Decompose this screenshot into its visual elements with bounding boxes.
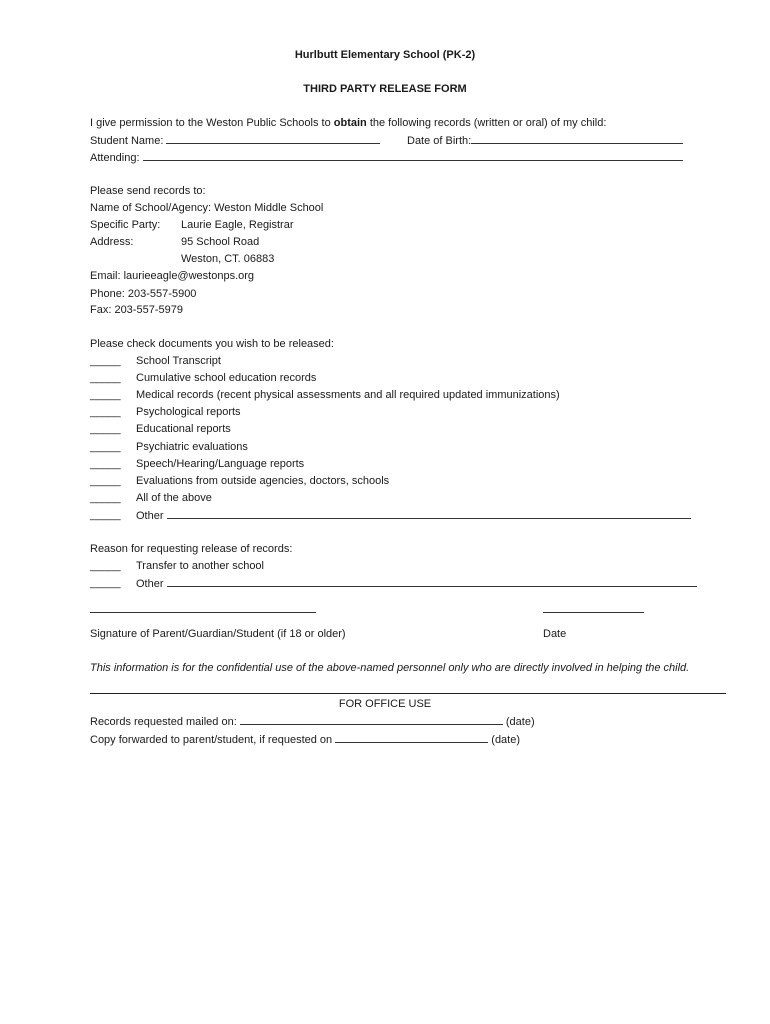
- office-heading: FOR OFFICE USE: [338, 698, 432, 710]
- reason-label: [136, 559, 264, 573]
- mailed-suffix: (date): [505, 716, 535, 728]
- document-label: [136, 440, 248, 454]
- signature-date-field[interactable]: [543, 612, 644, 613]
- address-line-2: Weston, CT. 06883: [181, 253, 275, 265]
- address-label: Address:: [90, 236, 134, 248]
- student-name-label: Student Name:: [90, 135, 164, 147]
- reason-label: [136, 576, 697, 591]
- contact-phone: Phone: 203-557-5900: [90, 288, 197, 300]
- document-label-text: Psychiatric evaluations: [136, 441, 248, 453]
- document-label: [136, 388, 560, 402]
- mailed-date-field[interactable]: [240, 714, 503, 725]
- mailed-row: [90, 714, 535, 729]
- forwarded-row: [90, 732, 520, 747]
- document-label-text: Speech/Hearing/Language reports: [136, 458, 305, 470]
- student-name-row: [90, 133, 380, 148]
- send-to-heading: Please send records to:: [90, 185, 206, 197]
- forwarded-suffix: (date): [491, 734, 521, 746]
- permission-text-bold: obtain: [333, 117, 367, 129]
- office-divider: [90, 693, 726, 694]
- specific-party-value: Laurie Eagle, Registrar: [181, 219, 294, 231]
- reason-other-field[interactable]: [167, 576, 697, 587]
- form-title: THIRD PARTY RELEASE FORM: [303, 83, 467, 95]
- reason-label-text: Other: [136, 578, 164, 590]
- document-checkbox-blank[interactable]: _____: [90, 406, 121, 418]
- permission-text-start: I give permission to the Weston Public Schools to: [90, 117, 334, 129]
- document-label: [136, 491, 212, 505]
- document-label: [136, 457, 304, 471]
- reason-heading: Reason for requesting release of records:: [90, 543, 293, 555]
- attending-row: [90, 150, 683, 165]
- contact-fax: Fax: 203-557-5979: [90, 304, 183, 316]
- document-label: [136, 474, 389, 488]
- school-agency: Name of School/Agency: Weston Middle School: [90, 202, 324, 214]
- document-checkbox-blank[interactable]: _____: [90, 355, 121, 367]
- document-label-text: Educational reports: [136, 423, 231, 435]
- document-checkbox-blank[interactable]: _____: [90, 441, 121, 453]
- document-label-text: Medical records (recent physical assessments and all required updated immunizations): [136, 389, 560, 401]
- document-label-text: School Transcript: [136, 355, 221, 367]
- document-label: [136, 354, 221, 368]
- reason-checkbox-blank[interactable]: _____: [90, 577, 121, 589]
- document-label-text: All of the above: [136, 492, 212, 504]
- mailed-label: Records requested mailed on:: [90, 716, 237, 728]
- confidential-note: This information is for the confidential use of the above-named personnel only who are directly involved in helping the child.: [90, 662, 690, 674]
- document-checkbox-blank[interactable]: _____: [90, 492, 121, 504]
- dob-row: [407, 133, 683, 148]
- documents-heading: Please check documents you wish to be released:: [90, 338, 334, 350]
- contact-email: Email: laurieeagle@westonps.org: [90, 270, 255, 282]
- document-label-text: Cumulative school education records: [136, 372, 317, 384]
- address-line-1: 95 School Road: [181, 236, 260, 248]
- document-label-text: Psychological reports: [136, 406, 241, 418]
- specific-party-label: Specific Party:: [90, 219, 161, 231]
- reason-checkbox-blank[interactable]: _____: [90, 560, 121, 572]
- student-name-field[interactable]: [166, 133, 380, 144]
- forwarded-date-field[interactable]: [335, 732, 488, 743]
- reason-label-text: Transfer to another school: [136, 560, 264, 572]
- attending-label: Attending:: [90, 152, 140, 164]
- permission-statement: [90, 116, 606, 130]
- document-label: [136, 422, 231, 436]
- signature-date-label: Date: [543, 628, 567, 640]
- document-label: [136, 371, 316, 385]
- document-label-text: Evaluations from outside agencies, doctors, schools: [136, 475, 390, 487]
- dob-field[interactable]: [471, 133, 683, 144]
- document-label: [136, 405, 241, 419]
- attending-field[interactable]: [143, 150, 683, 161]
- school-heading: Hurlbutt Elementary School (PK-2): [294, 49, 476, 61]
- document-checkbox-blank[interactable]: _____: [90, 458, 121, 470]
- document-checkbox-blank[interactable]: _____: [90, 389, 121, 401]
- document-checkbox-blank[interactable]: _____: [90, 509, 121, 521]
- signature-field[interactable]: [90, 612, 316, 613]
- document-label: [136, 508, 691, 523]
- document-label-text: Other: [136, 510, 164, 522]
- dob-label: Date of Birth:: [407, 135, 472, 147]
- signature-label: Signature of Parent/Guardian/Student (if 18 or older): [90, 628, 346, 640]
- document-checkbox-blank[interactable]: _____: [90, 423, 121, 435]
- document-checkbox-blank[interactable]: _____: [90, 475, 121, 487]
- document-checkbox-blank[interactable]: _____: [90, 372, 121, 384]
- permission-text-end: the following records (written or oral) of my child:: [366, 117, 607, 129]
- forwarded-label: Copy forwarded to parent/student, if requested on: [90, 734, 333, 746]
- document-other-field[interactable]: [167, 508, 691, 519]
